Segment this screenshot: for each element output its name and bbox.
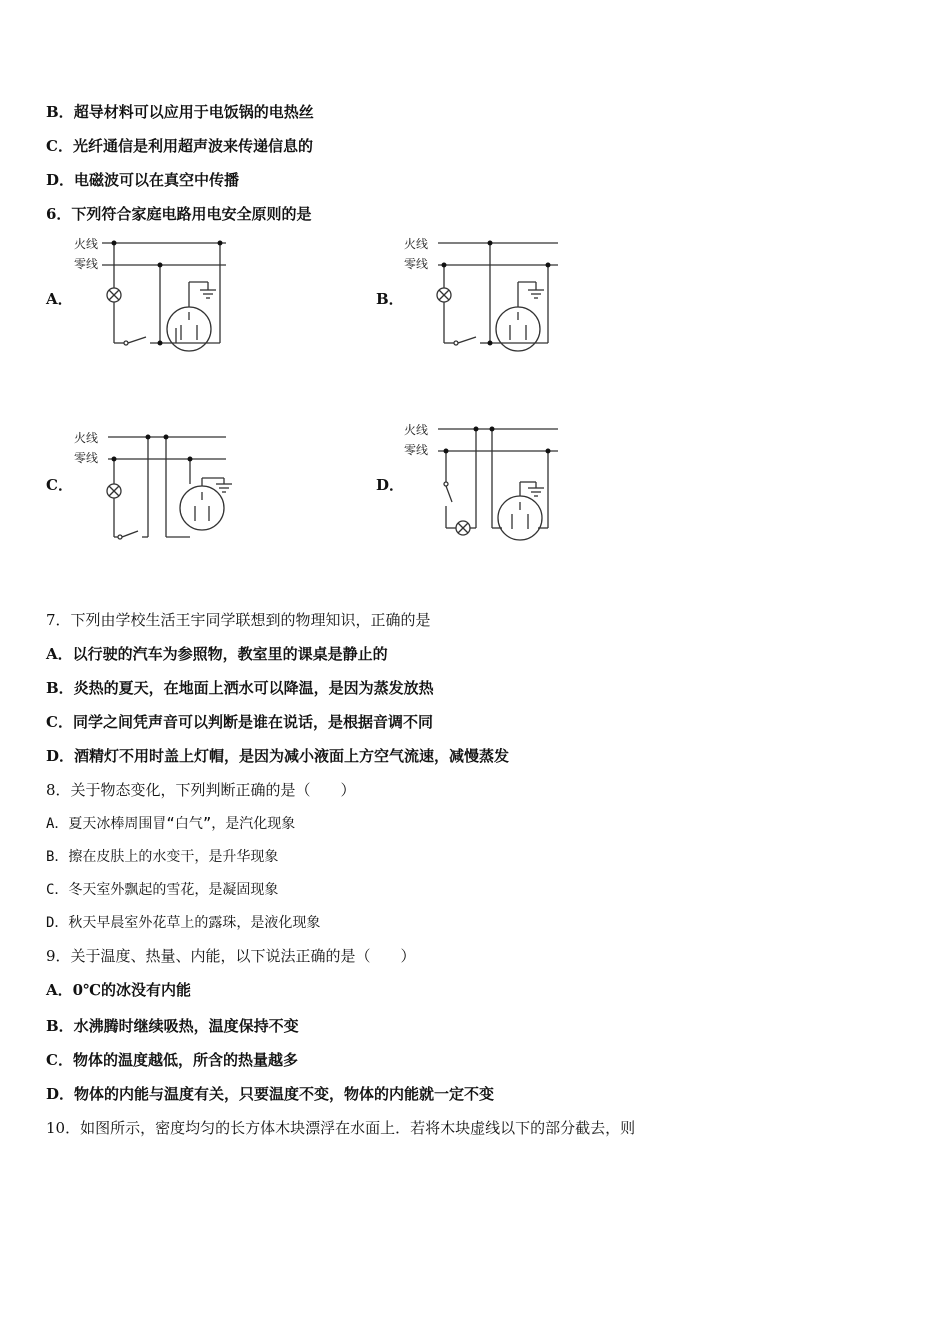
q8-stem: 8．关于物态变化，下列判断正确的是（ ） xyxy=(46,781,356,799)
q8-option-b: B．擦在皮肤上的水变干，是升华现象 xyxy=(46,849,279,865)
fire-wire-label: 火线 xyxy=(404,423,429,437)
q6-option-c-label: C． xyxy=(46,476,73,494)
q9-option-c: C．物体的温度越低，所含的热量越多 xyxy=(46,1051,298,1069)
fire-wire-label: 火线 xyxy=(74,431,99,445)
q9-stem: 9．关于温度、热量、内能，以下说法正确的是（ ） xyxy=(46,947,416,965)
q7-option-d: D．酒精灯不用时盖上灯帽，是因为减小液面上方空气流速，减慢蒸发 xyxy=(46,747,510,765)
q7-option-b: B．炎热的夏天，在地面上洒水可以降温，是因为蒸发放热 xyxy=(46,679,434,697)
fire-wire-label: 火线 xyxy=(404,237,429,251)
circuit-diagram-a xyxy=(72,232,234,358)
q8-option-d: D．秋天早晨室外花草上的露珠，是液化现象 xyxy=(46,915,321,931)
neutral-wire-label: 零线 xyxy=(404,257,429,271)
fire-wire-label: 火线 xyxy=(74,237,99,251)
neutral-wire-label: 零线 xyxy=(74,451,99,465)
q7-option-a: A．以行驶的汽车为参照物，教室里的课桌是静止的 xyxy=(46,645,388,663)
q9-option-d: D．物体的内能与温度有关，只要温度不变，物体的内能就一定不变 xyxy=(46,1085,495,1103)
q7-stem: 7．下列由学校生活王宇同学联想到的物理知识，正确的是 xyxy=(46,611,431,629)
q6-option-d-label: D． xyxy=(376,476,405,494)
q6-stem: 6．下列符合家庭电路用电安全原则的是 xyxy=(46,205,312,223)
q9-option-a: A．0℃的冰没有内能 xyxy=(46,981,192,999)
q5-option-c: C．光纤通信是利用超声波来传递信息的 xyxy=(46,137,313,155)
neutral-wire-label: 零线 xyxy=(404,443,429,457)
q6-option-a-label: A． xyxy=(46,290,73,308)
q8-option-c: C．冬天室外飘起的雪花，是凝固现象 xyxy=(46,882,279,898)
neutral-wire-label: 零线 xyxy=(74,257,99,271)
q6-option-b-label: B． xyxy=(376,290,404,308)
circuit-diagram-d xyxy=(402,418,564,548)
circuit-diagram-c xyxy=(72,426,234,552)
circuit-diagram-b xyxy=(402,232,564,358)
q5-option-b: B．超导材料可以应用于电饭锅的电热丝 xyxy=(46,103,314,121)
q9-option-b: B．水沸腾时继续吸热，温度保持不变 xyxy=(46,1017,299,1035)
q7-option-c: C．同学之间凭声音可以判断是谁在说话，是根据音调不同 xyxy=(46,713,433,731)
q8-option-a: A．夏天冰棒周围冒“白气”，是汽化现象 xyxy=(46,816,296,832)
q10-stem: 10．如图所示，密度均匀的长方体木块漂浮在水面上．若将木块虚线以下的部分截去，则 xyxy=(46,1119,636,1137)
q5-option-d: D．电磁波可以在真空中传播 xyxy=(46,171,240,189)
